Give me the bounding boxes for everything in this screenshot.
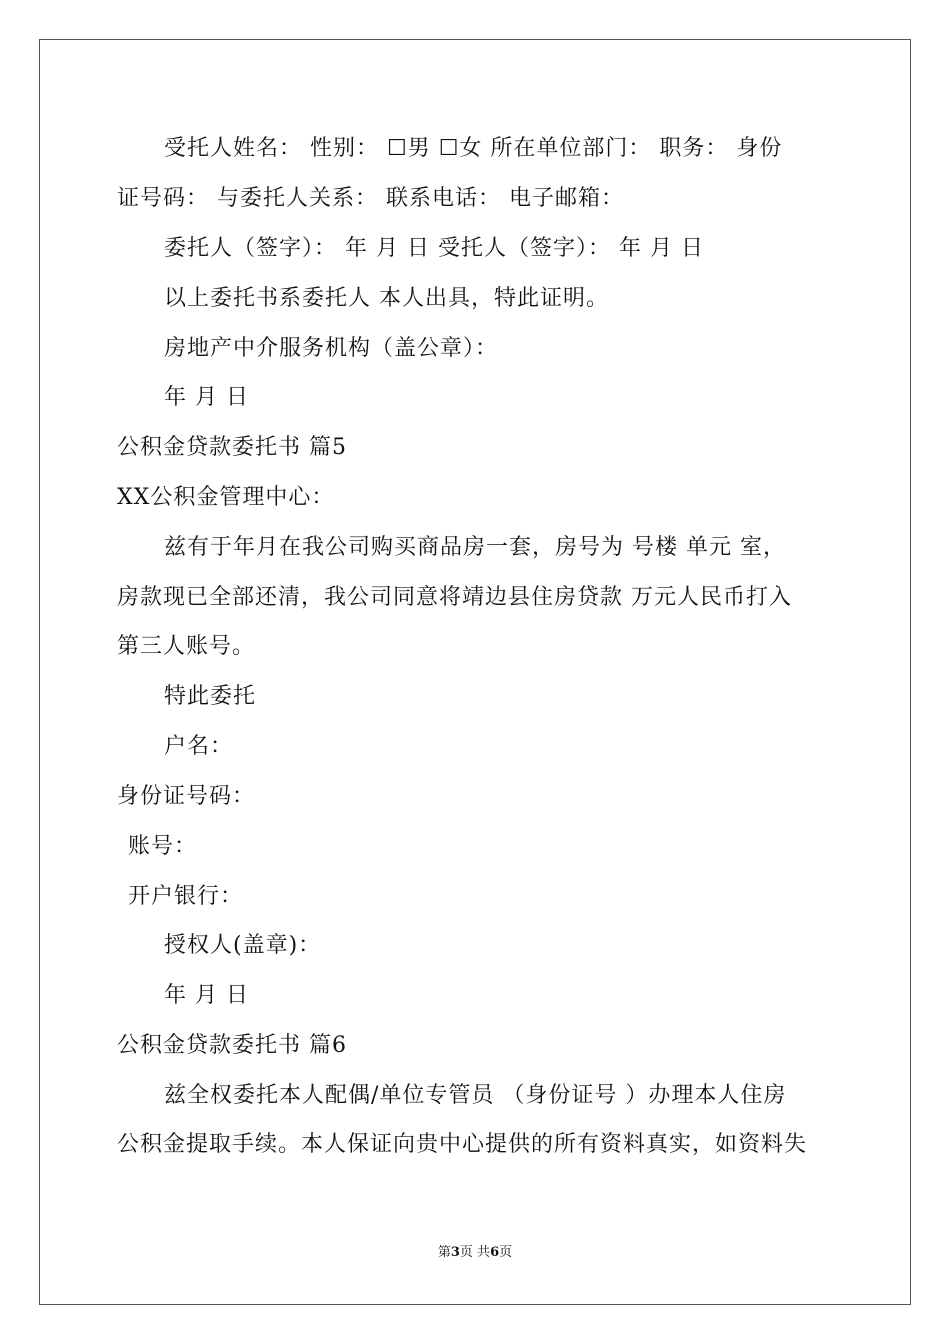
body-line: 兹全权委托本人配偶/单位专管员 （身份证号 ）办理本人住房	[164, 1083, 787, 1108]
footer-suffix: 页	[499, 1245, 513, 1260]
page-footer	[0, 1244, 950, 1262]
date-line: 年 月 日	[164, 983, 249, 1008]
body-line: 兹有于年月在我公司购买商品房一套，房号为 号楼 单元 室，	[164, 535, 786, 560]
body-line: 受托人姓名： 性别： ☐男 ☐女 所在单位部门： 职务： 身份	[164, 136, 783, 161]
date-line: 年 月 日	[164, 385, 249, 410]
page-border	[39, 39, 911, 1305]
field-label: 开户银行：	[128, 884, 244, 909]
field-label: 户名：	[164, 734, 234, 759]
body-line: 特此委托	[164, 684, 257, 709]
field-label: 身份证号码：	[117, 784, 256, 809]
body-line: 房地产中介服务机构（盖公章）：	[164, 336, 499, 361]
body-line: 第三人账号。	[117, 634, 256, 659]
addressee: XX公积金管理中心：	[117, 485, 335, 510]
field-label: 账号：	[128, 834, 198, 859]
footer-mid: 页 共	[459, 1245, 491, 1260]
body-line: 委托人（签字）： 年 月 日 受托人（签字）： 年 月 日	[164, 236, 704, 261]
section-heading: 公积金贷款委托书 篇6	[117, 1033, 347, 1058]
body-line: 证号码： 与委托人关系： 联系电话： 电子邮箱：	[117, 186, 624, 211]
body-line: 以上委托书系委托人 本人出具，特此证明。	[164, 286, 609, 311]
footer-prefix: 第	[437, 1245, 451, 1260]
section-heading: 公积金贷款委托书 篇5	[117, 435, 347, 460]
field-label: 授权人(盖章)：	[164, 933, 322, 958]
current-page-number: 3	[450, 1245, 460, 1260]
total-page-number: 6	[490, 1245, 500, 1260]
body-line: 公积金提取手续。本人保证向贵中心提供的所有资料真实，如资料失	[117, 1132, 808, 1157]
body-line: 房款现已全部还清，我公司同意将靖边县住房贷款 万元人民币打入	[117, 585, 792, 610]
